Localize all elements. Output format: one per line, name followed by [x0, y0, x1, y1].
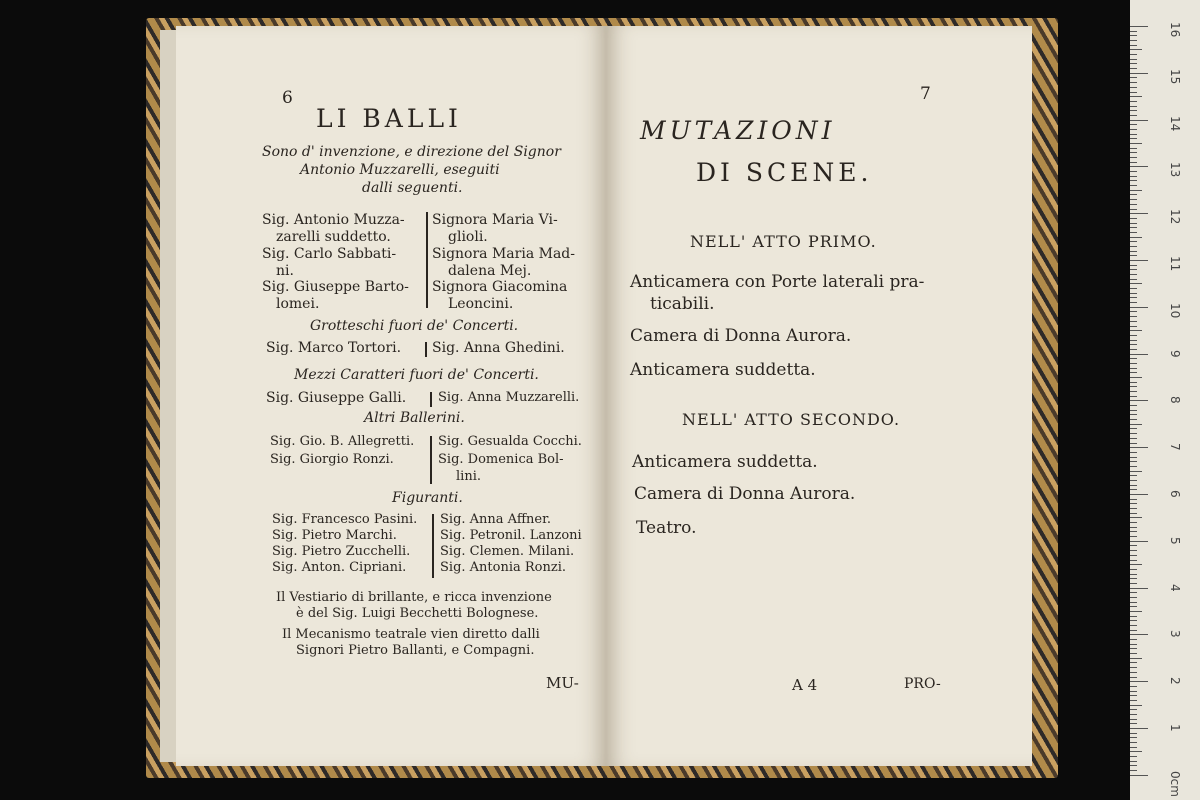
ruler-number: 1	[1168, 724, 1182, 732]
ruler-tick	[1130, 658, 1142, 659]
act-heading: NELL' ATTO SECONDO.	[682, 410, 901, 429]
ruler-tick	[1130, 120, 1148, 121]
dancer-right: Leoncini.	[448, 296, 514, 312]
ruler-tick	[1130, 648, 1137, 649]
ruler-number: 2	[1168, 677, 1182, 685]
ruler-tick	[1130, 40, 1137, 41]
ruler-tick	[1130, 223, 1137, 224]
ruler-tick	[1130, 662, 1137, 663]
ruler-tick	[1130, 311, 1137, 312]
scene-item: Anticamera suddetta.	[632, 452, 818, 472]
dancer-left: Sig. Giuseppe Galli.	[266, 390, 407, 406]
ruler-tick	[1130, 358, 1137, 359]
ruler-tick	[1130, 148, 1137, 149]
ruler-tick	[1130, 49, 1142, 50]
ruler-number: 9	[1168, 349, 1182, 358]
dancer-left: lomei.	[276, 296, 320, 312]
ruler-tick	[1130, 106, 1137, 107]
scene-item: Camera di Donna Aurora.	[634, 484, 856, 504]
ruler-number: 3	[1168, 630, 1182, 639]
ruler-tick	[1130, 457, 1137, 458]
ruler-tick	[1130, 644, 1137, 645]
dancer-right: Signora Maria Vi-	[432, 212, 558, 228]
ruler-tick	[1130, 302, 1137, 303]
ruler-tick	[1130, 616, 1137, 617]
ruler-tick	[1130, 578, 1137, 579]
ruler-tick	[1130, 283, 1142, 284]
ruler-number: 16	[1168, 22, 1182, 38]
ruler-tick	[1130, 162, 1137, 163]
ruler-tick	[1130, 414, 1137, 415]
ruler-tick	[1130, 68, 1137, 69]
ruler-tick	[1130, 606, 1137, 607]
ruler-tick	[1130, 588, 1148, 589]
ruler-tick	[1130, 733, 1137, 734]
ruler-tick	[1130, 536, 1137, 537]
ruler-tick	[1130, 686, 1137, 687]
ruler-tick	[1130, 344, 1137, 345]
ruler-tick	[1130, 611, 1142, 612]
dancer-left: Sig. Marco Tortori.	[266, 340, 402, 356]
dancer-right: glioli.	[448, 229, 488, 245]
scene-item: ticabili.	[650, 294, 715, 314]
ruler-tick	[1130, 340, 1137, 341]
dancer-left: Sig. Gio. B. Allegretti.	[270, 434, 415, 449]
ruler-number: 8	[1168, 396, 1182, 405]
ruler-tick	[1130, 213, 1148, 214]
ruler-tick	[1130, 747, 1137, 748]
section-heading: Mezzi Caratteri fuori de' Concerti.	[294, 367, 539, 383]
dancer-right: Sig. Clemen. Milani.	[440, 544, 575, 559]
ruler-tick	[1130, 433, 1137, 434]
ruler-tick	[1130, 653, 1137, 654]
right-page-subtitle: DI SCENE.	[696, 158, 873, 187]
ruler-tick	[1130, 527, 1137, 528]
right-page-title: MUTAZIONI	[640, 116, 836, 145]
dancer-left: Sig. Francesco Pasini.	[272, 512, 418, 527]
ruler-tick	[1130, 194, 1137, 195]
ruler-tick	[1130, 428, 1137, 429]
ruler-tick	[1130, 316, 1137, 317]
ruler-tick	[1130, 293, 1137, 294]
ruler-tick	[1130, 115, 1137, 116]
ruler-tick	[1130, 190, 1142, 191]
ruler-tick	[1130, 265, 1137, 266]
ruler-tick	[1130, 489, 1137, 490]
ruler-tick	[1130, 728, 1148, 729]
ruler-number: 12	[1168, 209, 1182, 225]
dancer-left: Sig. Pietro Zucchelli.	[272, 544, 411, 559]
ruler-tick	[1130, 110, 1137, 111]
ruler-tick	[1130, 396, 1137, 397]
ruler-tick	[1130, 541, 1148, 542]
ruler-tick	[1130, 452, 1137, 453]
ruler-number: 15	[1168, 68, 1182, 85]
ruler-number: 13	[1168, 162, 1182, 178]
ruler-tick	[1130, 269, 1137, 270]
ruler-tick	[1130, 307, 1148, 308]
ruler-tick	[1130, 101, 1137, 102]
ruler-tick	[1130, 363, 1137, 364]
ruler-number: 14	[1168, 115, 1182, 131]
ruler-tick	[1130, 386, 1137, 387]
ruler-tick	[1130, 335, 1137, 336]
scene-item: Teatro.	[636, 518, 697, 538]
column-divider	[430, 392, 432, 407]
ruler-tick	[1130, 550, 1137, 551]
ruler-tick	[1130, 494, 1148, 495]
dancer-right: Sig. Antonia Ronzi.	[440, 560, 567, 575]
ruler-tick	[1130, 625, 1137, 626]
ruler-tick	[1130, 742, 1137, 743]
ruler-tick	[1130, 634, 1148, 635]
ruler-number: 0cm	[1168, 770, 1182, 797]
ruler-tick	[1130, 681, 1148, 682]
ruler-tick	[1130, 499, 1137, 500]
ruler-tick	[1130, 602, 1137, 603]
ruler-tick	[1130, 592, 1137, 593]
page-number-left: 6	[282, 88, 293, 108]
ruler-tick	[1130, 517, 1142, 518]
vestiario-line-1: Il Vestiario di brillante, e ricca invenzione	[276, 590, 552, 605]
ruler-tick	[1130, 35, 1137, 36]
ruler-tick	[1130, 705, 1142, 706]
ruler-tick	[1130, 672, 1137, 673]
ruler-tick	[1130, 321, 1137, 322]
ruler-tick	[1130, 461, 1137, 462]
dancer-right: Sig. Anna Ghedini.	[432, 340, 565, 356]
ruler-tick	[1130, 59, 1137, 60]
ruler-tick	[1130, 96, 1142, 97]
dancer-right: Sig. Anna Affner.	[440, 512, 552, 527]
ruler-tick	[1130, 124, 1137, 125]
page-edge	[160, 30, 176, 762]
ruler-tick	[1130, 199, 1137, 200]
catchword-left: MU-	[546, 674, 579, 692]
ruler-tick	[1130, 82, 1137, 83]
ruler-tick	[1130, 503, 1137, 504]
measuring-ruler	[1130, 0, 1200, 800]
ruler-tick	[1130, 152, 1137, 153]
ruler-tick	[1130, 330, 1142, 331]
intro-line-1: Sono d' invenzione, e direzione del Signor	[262, 144, 561, 160]
intro-line-3: dalli seguenti.	[362, 180, 463, 196]
dancer-left: Sig. Carlo Sabbati-	[262, 246, 397, 262]
ruler-tick	[1130, 134, 1137, 135]
ruler-tick	[1130, 583, 1137, 584]
ruler-tick	[1130, 260, 1148, 261]
ruler-tick	[1130, 246, 1137, 247]
ruler-tick	[1130, 447, 1148, 448]
dancer-right: Sig. Anna Muzzarelli.	[438, 390, 580, 405]
scene-item: Anticamera con Porte laterali pra-	[630, 272, 925, 292]
ruler-tick	[1130, 297, 1137, 298]
catchword-right: PRO-	[904, 676, 941, 692]
ruler-tick	[1130, 574, 1137, 575]
ruler-tick	[1130, 555, 1137, 556]
ruler-tick	[1130, 700, 1137, 701]
ruler-tick	[1130, 770, 1137, 771]
ruler-tick	[1130, 227, 1137, 228]
ruler-tick	[1130, 471, 1142, 472]
dancer-left: Sig. Anton. Cipriani.	[272, 560, 407, 575]
ruler-tick	[1130, 761, 1137, 762]
ruler-number: 7	[1168, 443, 1182, 451]
ruler-tick	[1130, 677, 1137, 678]
section-heading: Figuranti.	[392, 490, 463, 506]
act-heading: NELL' ATTO PRIMO.	[690, 232, 877, 251]
ruler-tick	[1130, 531, 1137, 532]
column-divider	[426, 212, 428, 308]
ruler-tick	[1130, 709, 1137, 710]
ruler-tick	[1130, 597, 1137, 598]
left-page-title: LI BALLI	[316, 104, 462, 133]
ruler-tick	[1130, 209, 1137, 210]
ruler-tick	[1130, 326, 1137, 327]
dancer-right: dalena Mej.	[448, 263, 532, 279]
ruler-tick	[1130, 513, 1137, 514]
ruler-tick	[1130, 45, 1137, 46]
ruler-tick	[1130, 714, 1137, 715]
page-number-right: 7	[920, 84, 931, 104]
ruler-tick	[1130, 232, 1137, 233]
ruler-tick	[1130, 630, 1137, 631]
ruler-tick	[1130, 424, 1142, 425]
ruler-tick	[1130, 185, 1137, 186]
ruler-number: 6	[1168, 490, 1182, 498]
ruler-tick	[1130, 274, 1137, 275]
ruler-tick	[1130, 410, 1137, 411]
ruler-tick	[1130, 171, 1137, 172]
ruler-tick	[1130, 438, 1137, 439]
ruler-tick	[1130, 723, 1137, 724]
dancer-right: lini.	[456, 469, 481, 484]
dancer-left: zarelli suddetto.	[276, 229, 391, 245]
ruler-number: 4	[1168, 583, 1182, 592]
ruler-tick	[1130, 400, 1148, 401]
ruler-tick	[1130, 279, 1137, 280]
dancer-left: Sig. Antonio Muzza-	[262, 212, 405, 228]
ruler-tick	[1130, 143, 1142, 144]
mecanismo-line-2: Signori Pietro Ballanti, e Compagni.	[296, 643, 535, 658]
column-divider	[432, 514, 434, 578]
ruler-tick	[1130, 354, 1148, 355]
ruler-tick	[1130, 569, 1137, 570]
dancer-right: Signora Maria Mad-	[432, 246, 575, 262]
ruler-tick	[1130, 166, 1148, 167]
ruler-tick	[1130, 737, 1137, 738]
ruler-tick	[1130, 251, 1137, 252]
dancer-right: Sig. Gesualda Cocchi.	[438, 434, 582, 449]
ruler-tick	[1130, 129, 1137, 130]
ruler-tick	[1130, 466, 1137, 467]
ruler-tick	[1130, 391, 1137, 392]
ruler-tick	[1130, 639, 1137, 640]
ruler-tick	[1130, 31, 1137, 32]
ruler-tick	[1130, 765, 1137, 766]
ruler-tick	[1130, 560, 1137, 561]
dancer-left: ni.	[276, 263, 294, 279]
ruler-tick	[1130, 77, 1137, 78]
vestiario-line-2: è del Sig. Luigi Becchetti Bolognese.	[296, 606, 539, 621]
ruler-tick	[1130, 419, 1137, 420]
ruler-tick	[1130, 382, 1137, 383]
ruler-tick	[1130, 63, 1137, 64]
ruler-tick	[1130, 255, 1137, 256]
column-divider	[425, 342, 427, 357]
ruler-tick	[1130, 349, 1137, 350]
ruler-tick	[1130, 719, 1137, 720]
ruler-tick	[1130, 667, 1137, 668]
ruler-tick	[1130, 368, 1137, 369]
ruler-tick	[1130, 405, 1137, 406]
ruler-tick	[1130, 241, 1137, 242]
ruler-tick	[1130, 545, 1137, 546]
section-heading: Altri Ballerini.	[364, 410, 465, 426]
ruler-tick	[1130, 564, 1142, 565]
ruler-tick	[1130, 204, 1137, 205]
ruler-tick	[1130, 377, 1142, 378]
dancer-left: Sig. Pietro Marchi.	[272, 528, 397, 543]
ruler-tick	[1130, 372, 1137, 373]
ruler-tick	[1130, 180, 1137, 181]
ruler-tick	[1130, 288, 1137, 289]
dancer-left: Sig. Giuseppe Barto-	[262, 279, 409, 295]
dancer-right: Signora Giacomina	[432, 279, 568, 295]
ruler-tick	[1130, 157, 1137, 158]
ruler-tick	[1130, 485, 1137, 486]
ruler-number: 11	[1168, 256, 1182, 272]
ruler-tick	[1130, 475, 1137, 476]
ruler-tick	[1130, 176, 1137, 177]
ruler-tick	[1130, 775, 1148, 776]
ruler-tick	[1130, 54, 1137, 55]
ruler-tick	[1130, 756, 1137, 757]
scene-item: Anticamera suddetta.	[630, 360, 816, 380]
ruler-tick	[1130, 73, 1148, 74]
dancer-right: Sig. Domenica Bol-	[438, 452, 564, 467]
ruler-tick	[1130, 620, 1137, 621]
ruler-tick	[1130, 218, 1137, 219]
section-heading: Grotteschi fuori de' Concerti.	[310, 318, 519, 334]
ruler-tick	[1130, 237, 1142, 238]
ruler-tick	[1130, 508, 1137, 509]
dancer-right: Sig. Petronil. Lanzoni	[440, 528, 582, 543]
ruler-number: 5	[1168, 536, 1182, 545]
ruler-number: 10	[1168, 302, 1182, 319]
dancer-left: Sig. Giorgio Ronzi.	[270, 452, 394, 467]
ruler-tick	[1130, 92, 1137, 93]
signature-mark: A 4	[792, 676, 818, 694]
ruler-tick	[1130, 138, 1137, 139]
ruler-tick	[1130, 87, 1137, 88]
ruler-tick	[1130, 522, 1137, 523]
intro-line-2: Antonio Muzzarelli, eseguiti	[300, 162, 500, 178]
ruler-tick	[1130, 691, 1137, 692]
ruler-tick	[1130, 751, 1142, 752]
ruler-tick	[1130, 480, 1137, 481]
ruler-tick	[1130, 443, 1137, 444]
ruler-tick	[1130, 695, 1137, 696]
mecanismo-line-1: Il Mecanismo teatrale vien diretto dalli	[282, 627, 540, 642]
ruler-tick	[1130, 26, 1148, 27]
scene-item: Camera di Donna Aurora.	[630, 326, 852, 346]
column-divider	[430, 436, 432, 484]
